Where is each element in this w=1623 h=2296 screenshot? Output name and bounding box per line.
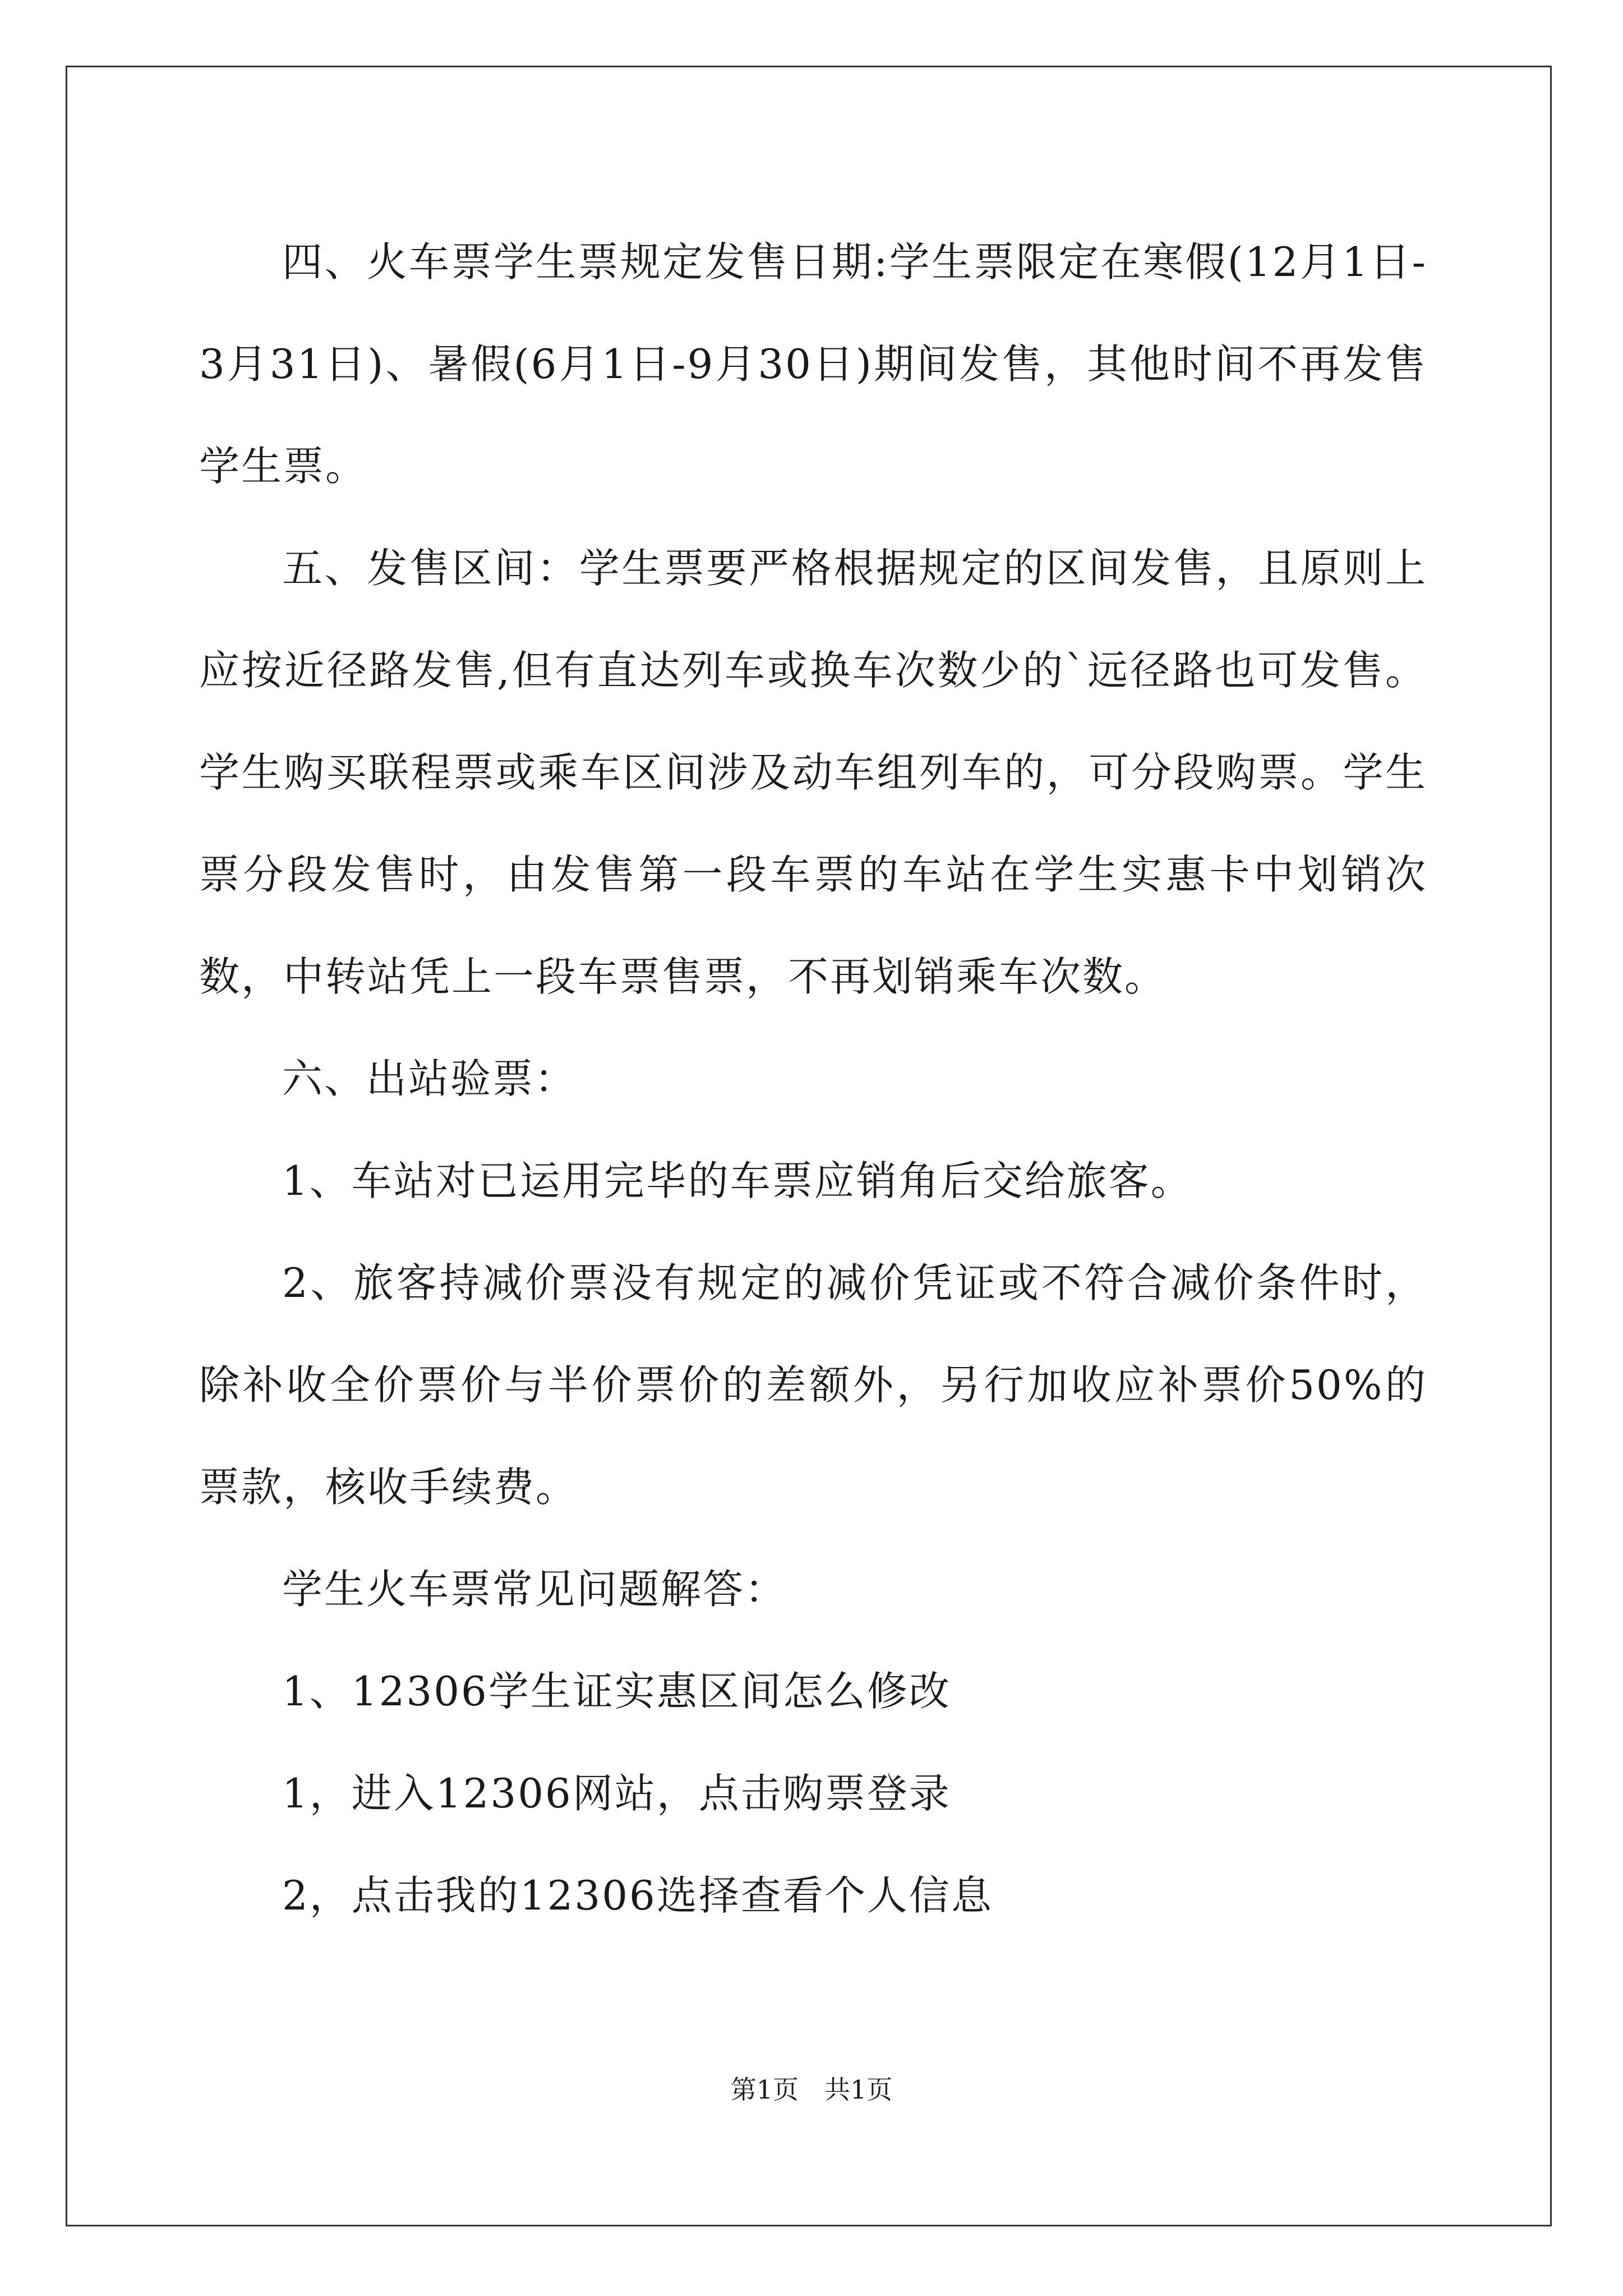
page-total: 共1页 bbox=[824, 2074, 893, 2105]
paragraph-exit-check-item-1: 1、车站对已运用完毕的车票应销角后交给旅客。 bbox=[282, 1157, 1193, 1204]
page-number: 第1页 bbox=[730, 2074, 799, 2105]
paragraph-sale-dates: 四、火车票学生票规定发售日期:学生票限定在寒假(12月1日-3月31日)、暑假(6月1日-9月30日)期间发售，其他时间不再发售学生票。 bbox=[199, 238, 1427, 490]
document-body bbox=[199, 211, 1427, 1947]
paragraph-exit-check-item-2: 2、旅客持减价票没有规定的减价凭证或不符合减价条件时，除补收全价票价与半价票价的差额外，另行加收应补票价50%的票款，核收手续费。 bbox=[199, 1259, 1427, 1511]
paragraph-sale-range: 五、发售区间：学生票要严格根据规定的区间发售，且原则上应按近径路发售,但有直达列车或换车次数少的`远径路也可发售。学生购买联程票或乘车区间涉及动车组列车的，可分段购票。学生票分段发售时，由发售第一段车票的车站在学生实惠卡中划销次数，中转站凭上一段车票售票，不再划销乘车次数。 bbox=[199, 545, 1427, 1000]
paragraph-faq-heading: 学生火车票常见问题解答： bbox=[282, 1566, 787, 1613]
paragraph-exit-check-heading: 六、出站验票： bbox=[282, 1055, 577, 1102]
paragraph-faq-question-1: 1、12306学生证实惠区间怎么修改 bbox=[282, 1668, 951, 1715]
paragraph-faq-step-2: 2，点击我的12306选择查看个人信息 bbox=[282, 1872, 993, 1919]
page-footer bbox=[0, 2073, 1623, 2106]
paragraph-faq-step-1: 1，进入12306网站，点击购票登录 bbox=[282, 1770, 951, 1817]
